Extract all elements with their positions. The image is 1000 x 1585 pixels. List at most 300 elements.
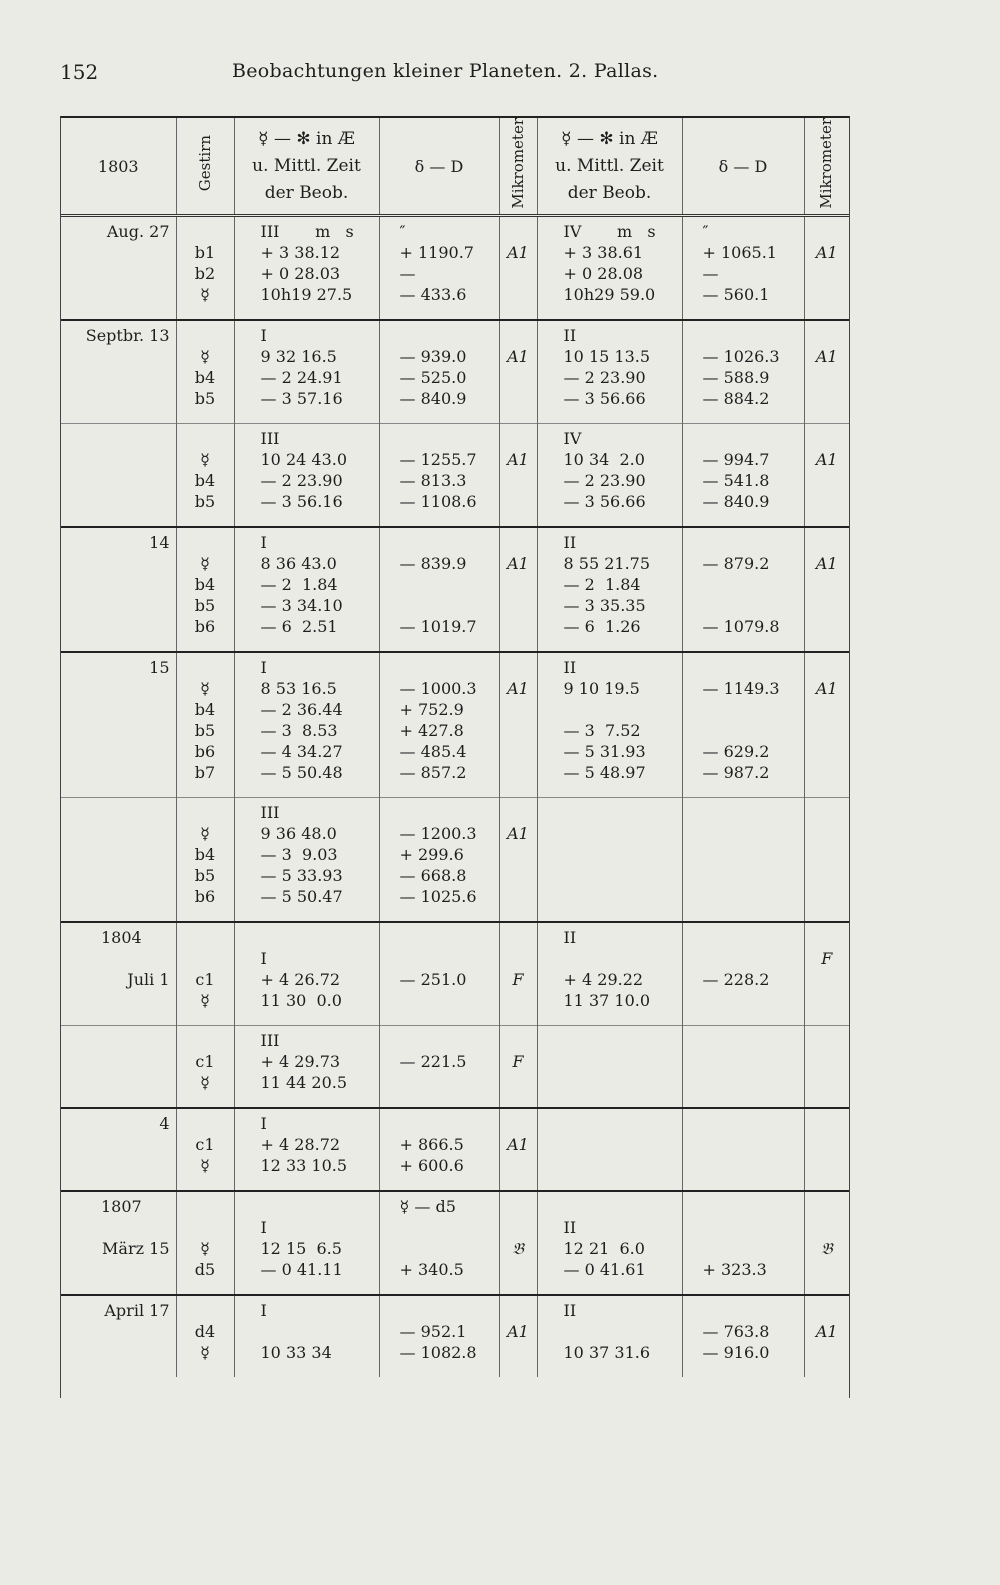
cell-line: 10h29 59.0 xyxy=(563,285,656,304)
cell-line: d5 xyxy=(194,1260,216,1279)
cell-line xyxy=(400,1113,499,1134)
cell-line xyxy=(703,1113,804,1134)
cell-line: I xyxy=(260,949,267,968)
header-diff-left xyxy=(234,118,379,216)
cell-line xyxy=(261,927,379,948)
cell-line: — 668.8 xyxy=(399,866,467,885)
header-mikro-label: Mikrometer xyxy=(508,118,527,209)
cell-line xyxy=(564,844,682,865)
cell-line: — 916.0 xyxy=(702,1343,770,1362)
cell-line: IV m s xyxy=(563,222,656,241)
cell-line: II xyxy=(563,1301,577,1320)
cell-line xyxy=(805,927,850,948)
cell-line: F xyxy=(821,949,833,968)
cell-line xyxy=(400,428,499,449)
cell-line: I xyxy=(260,1301,267,1320)
date-cell xyxy=(61,1026,176,1109)
date-cell xyxy=(61,320,176,424)
table-header-row xyxy=(61,118,849,216)
left-mikro-cell xyxy=(499,320,537,424)
cell-line: II xyxy=(563,928,577,947)
cell-line xyxy=(805,969,850,990)
cell-line: ☿ xyxy=(200,1156,210,1175)
cell-line: — 1025.6 xyxy=(399,887,477,906)
cell-line: IV xyxy=(563,429,582,448)
cell-line xyxy=(500,428,537,449)
header-diff-line: der Beob. xyxy=(264,182,349,203)
left-mikro-cell xyxy=(499,1191,537,1295)
header-diff-line: u. Mittl. Zeit xyxy=(252,155,361,176)
page-number: 152 xyxy=(60,60,99,84)
cell-line xyxy=(703,532,804,553)
cell-line: — 251.0 xyxy=(399,970,467,989)
cell-line: + 4 29.22 xyxy=(563,970,644,989)
cell-line xyxy=(177,927,234,948)
cell-line: F xyxy=(512,970,524,989)
left-time-cell xyxy=(234,424,379,528)
cell-line xyxy=(500,802,537,823)
cell-line: 𝔅 xyxy=(512,1239,524,1258)
right-dd-cell xyxy=(682,216,804,321)
cell-line xyxy=(500,657,537,678)
left-dd-cell xyxy=(379,652,499,798)
cell-line xyxy=(500,948,537,969)
cell-line xyxy=(400,657,499,678)
cell-line xyxy=(703,1300,804,1321)
date-label: 15 xyxy=(149,658,170,677)
cell-line xyxy=(177,325,234,346)
header-diff-right xyxy=(537,118,682,216)
cell-line: ☿ — d5 xyxy=(399,1197,456,1216)
cell-line: 9 32 16.5 xyxy=(260,347,337,366)
cell-line: — 857.2 xyxy=(399,763,467,782)
cell-line: — 1026.3 xyxy=(702,347,780,366)
cell-line: — 0 41.61 xyxy=(563,1260,646,1279)
cell-line: — 560.1 xyxy=(702,285,770,304)
cell-line xyxy=(703,844,804,865)
cell-line: b6 xyxy=(194,617,216,636)
cell-line: + 1065.1 xyxy=(702,243,777,262)
cell-line: + 340.5 xyxy=(399,1260,464,1279)
cell-line: — 3 56.16 xyxy=(260,492,343,511)
cell-line xyxy=(400,1072,499,1093)
cell-line xyxy=(805,574,850,595)
cell-line: I xyxy=(260,326,267,345)
cell-line: b4 xyxy=(194,845,216,864)
cell-line xyxy=(805,367,850,388)
right-time-cell xyxy=(537,1026,682,1109)
cell-line: + 0 28.08 xyxy=(563,264,644,283)
cell-line xyxy=(703,865,804,886)
left-dd-cell xyxy=(379,922,499,1026)
table-body xyxy=(61,216,849,1378)
right-mikro-cell xyxy=(804,652,849,798)
right-time-cell xyxy=(537,1295,682,1377)
cell-line xyxy=(500,741,537,762)
cell-line: 11 44 20.5 xyxy=(260,1073,348,1092)
table-row xyxy=(61,652,849,798)
cell-line: ☿ xyxy=(200,1343,210,1362)
cell-line: ☿ xyxy=(200,824,210,843)
cell-line: — 813.3 xyxy=(399,471,467,490)
header-diff-line: u. Mittl. Zeit xyxy=(555,155,664,176)
cell-line: — 2 24.91 xyxy=(260,368,343,387)
cell-line: b2 xyxy=(194,264,216,283)
cell-line: 10 24 43.0 xyxy=(260,450,348,469)
star-cell xyxy=(176,1191,234,1295)
cell-line: — 879.2 xyxy=(702,554,770,573)
cell-line xyxy=(261,1196,379,1217)
left-mikro-cell xyxy=(499,1108,537,1191)
cell-line: A1 xyxy=(507,679,529,698)
cell-line: — 2 36.44 xyxy=(260,700,343,719)
cell-line xyxy=(805,1030,850,1051)
right-mikro-cell xyxy=(804,922,849,1026)
cell-line xyxy=(805,990,850,1011)
cell-line xyxy=(703,927,804,948)
cell-line: — 1200.3 xyxy=(399,824,477,843)
cell-line: b5 xyxy=(194,389,216,408)
left-time-cell xyxy=(234,652,379,798)
cell-line xyxy=(564,1134,682,1155)
cell-line: 9 36 48.0 xyxy=(260,824,337,843)
cell-line: I xyxy=(260,533,267,552)
cell-line: — 1079.8 xyxy=(702,617,780,636)
cell-line xyxy=(400,948,499,969)
cell-line: — 839.9 xyxy=(399,554,467,573)
cell-line xyxy=(703,595,804,616)
header-star-label: Gestirn xyxy=(195,135,214,192)
cell-line: — 5 50.48 xyxy=(260,763,343,782)
cell-line: — 952.1 xyxy=(399,1322,467,1341)
cell-line: — 588.9 xyxy=(702,368,770,387)
cell-line: + 0 28.03 xyxy=(260,264,341,283)
cell-line xyxy=(564,948,682,969)
cell-line xyxy=(400,595,499,616)
cell-line: III m s xyxy=(260,222,354,241)
right-dd-cell xyxy=(682,798,804,923)
cell-line: — 541.8 xyxy=(702,471,770,490)
cell-line xyxy=(805,699,850,720)
cell-line: F xyxy=(512,1052,524,1071)
cell-line: A1 xyxy=(815,347,838,366)
cell-line: — 433.6 xyxy=(399,285,467,304)
cell-line: I xyxy=(260,1218,267,1237)
cell-line: ☿ xyxy=(200,450,210,469)
date-cell xyxy=(61,652,176,798)
cell-line xyxy=(703,1196,804,1217)
cell-line: b5 xyxy=(194,866,216,885)
cell-line xyxy=(177,948,234,969)
cell-line xyxy=(805,532,850,553)
cell-line: III xyxy=(260,803,280,822)
left-time-cell xyxy=(234,798,379,923)
cell-line: + 866.5 xyxy=(399,1135,464,1154)
cell-line xyxy=(500,844,537,865)
spacer xyxy=(61,1217,170,1238)
cell-line xyxy=(805,1196,850,1217)
cell-line xyxy=(703,574,804,595)
cell-line: ☿ xyxy=(200,1073,210,1092)
star-cell xyxy=(176,216,234,321)
cell-line: 8 53 16.5 xyxy=(260,679,337,698)
cell-line: A1 xyxy=(815,679,838,698)
date-cell xyxy=(61,922,176,1026)
cell-line: — 0 41.11 xyxy=(260,1260,343,1279)
cell-line: — 939.0 xyxy=(399,347,467,366)
observation-table xyxy=(60,116,850,1398)
cell-line: III xyxy=(260,1031,280,1050)
cell-line xyxy=(805,1072,850,1093)
right-mikro-cell xyxy=(804,1026,849,1109)
right-dd-cell xyxy=(682,922,804,1026)
cell-line: b5 xyxy=(194,596,216,615)
cell-line: — 3 9.03 xyxy=(260,845,338,864)
left-dd-cell xyxy=(379,1295,499,1377)
date-label: März 15 xyxy=(102,1239,170,1258)
cell-line xyxy=(177,802,234,823)
cell-line xyxy=(805,470,850,491)
cell-line: d4 xyxy=(194,1322,216,1341)
left-time-cell xyxy=(234,216,379,321)
cell-line: — 3 34.10 xyxy=(260,596,343,615)
table-row xyxy=(61,527,849,652)
cell-line: b7 xyxy=(194,763,216,782)
cell-line xyxy=(177,428,234,449)
cell-line: — 3 56.66 xyxy=(563,389,646,408)
cell-line: — 4 34.27 xyxy=(260,742,343,761)
cell-line: — 228.2 xyxy=(702,970,770,989)
cell-line xyxy=(703,1030,804,1051)
cell-line xyxy=(500,221,537,242)
star-cell xyxy=(176,1108,234,1191)
cell-line: — 5 33.93 xyxy=(260,866,343,885)
cell-line xyxy=(400,574,499,595)
cell-line: b6 xyxy=(194,742,216,761)
right-time-cell xyxy=(537,320,682,424)
cell-line xyxy=(500,1030,537,1051)
cell-line: — 2 23.90 xyxy=(260,471,343,490)
cell-line: ☿ xyxy=(200,1239,210,1258)
cell-line xyxy=(805,762,850,783)
date-label: 4 xyxy=(159,1114,170,1133)
date-cell xyxy=(61,424,176,528)
right-time-cell xyxy=(537,798,682,923)
cell-line: + 3 38.61 xyxy=(563,243,644,262)
cell-line: — 6 1.26 xyxy=(563,617,641,636)
table-row xyxy=(61,320,849,424)
cell-line xyxy=(564,823,682,844)
date-cell xyxy=(61,1108,176,1191)
cell-line: + 752.9 xyxy=(399,700,464,719)
cell-line xyxy=(564,1155,682,1176)
cell-line: + 600.6 xyxy=(399,1156,464,1175)
left-time-cell xyxy=(234,922,379,1026)
date-cell xyxy=(61,1191,176,1295)
cell-line: — 221.5 xyxy=(399,1052,467,1071)
cell-line xyxy=(805,263,850,284)
cell-line xyxy=(703,657,804,678)
cell-line: b4 xyxy=(194,700,216,719)
cell-line: A1 xyxy=(815,243,838,262)
cell-line xyxy=(805,595,850,616)
date-cell xyxy=(61,1295,176,1377)
left-time-cell xyxy=(234,1295,379,1377)
right-mikro-cell xyxy=(804,1295,849,1377)
cell-line: b1 xyxy=(194,243,216,262)
star-cell xyxy=(176,527,234,652)
cell-line: — 3 57.16 xyxy=(260,389,343,408)
cell-line xyxy=(500,1072,537,1093)
cell-line xyxy=(564,1072,682,1093)
right-mikro-cell xyxy=(804,527,849,652)
right-dd-cell xyxy=(682,424,804,528)
cell-line xyxy=(564,865,682,886)
cell-line: — 2 23.90 xyxy=(563,368,646,387)
spacer xyxy=(61,948,170,969)
cell-line xyxy=(400,532,499,553)
cell-line xyxy=(564,886,682,907)
cell-line: b5 xyxy=(194,492,216,511)
cell-line xyxy=(500,886,537,907)
date-label: Aug. 27 xyxy=(106,222,170,241)
table-row xyxy=(61,1026,849,1109)
left-time-cell xyxy=(234,320,379,424)
cell-line xyxy=(703,1072,804,1093)
cell-line xyxy=(703,720,804,741)
left-dd-cell xyxy=(379,424,499,528)
right-dd-cell xyxy=(682,1026,804,1109)
cell-line: 10h19 27.5 xyxy=(260,285,353,304)
cell-line xyxy=(177,221,234,242)
date-cell xyxy=(61,798,176,923)
cell-line xyxy=(400,325,499,346)
cell-line xyxy=(703,699,804,720)
header-mikro-label: Mikrometer xyxy=(817,118,836,209)
cell-line xyxy=(177,532,234,553)
cell-line xyxy=(500,470,537,491)
cell-line xyxy=(400,1030,499,1051)
right-mikro-cell xyxy=(804,216,849,321)
table-row xyxy=(61,424,849,528)
cell-line xyxy=(564,1196,682,1217)
cell-line xyxy=(400,1238,499,1259)
cell-line: 𝔅 xyxy=(820,1239,833,1258)
cell-line xyxy=(564,1321,682,1342)
cell-line: 8 55 21.75 xyxy=(563,554,651,573)
cell-line: ″ xyxy=(399,222,406,241)
date-cell xyxy=(61,216,176,321)
right-dd-cell xyxy=(682,527,804,652)
cell-line xyxy=(805,325,850,346)
header-diff-line: ☿ — ✻ in Æ xyxy=(561,128,658,149)
left-time-cell xyxy=(234,1108,379,1191)
cell-line: ☿ xyxy=(200,554,210,573)
cell-line: A1 xyxy=(507,243,529,262)
cell-line: b4 xyxy=(194,368,216,387)
cell-line xyxy=(400,1217,499,1238)
right-mikro-cell xyxy=(804,1191,849,1295)
left-time-cell xyxy=(234,1026,379,1109)
cell-line xyxy=(703,1238,804,1259)
cell-line xyxy=(805,1155,850,1176)
cell-line xyxy=(805,491,850,512)
cell-line: 12 33 10.5 xyxy=(260,1156,348,1175)
cell-line xyxy=(805,1134,850,1155)
cell-line: b4 xyxy=(194,471,216,490)
cell-line xyxy=(805,1217,850,1238)
cell-line xyxy=(703,1051,804,1072)
cell-line: I xyxy=(260,658,267,677)
cell-line: II xyxy=(563,658,577,677)
cell-line xyxy=(177,1113,234,1134)
cell-line xyxy=(500,367,537,388)
cell-line: 9 10 19.5 xyxy=(563,679,640,698)
cell-line xyxy=(500,1300,537,1321)
cell-line: 11 30 0.0 xyxy=(260,991,342,1010)
cell-line xyxy=(805,657,850,678)
cell-line: — 2 1.84 xyxy=(260,575,338,594)
cell-line: A1 xyxy=(815,554,838,573)
cell-line xyxy=(703,428,804,449)
star-cell xyxy=(176,320,234,424)
cell-line xyxy=(500,720,537,741)
left-mikro-cell xyxy=(499,216,537,321)
cell-line xyxy=(564,802,682,823)
cell-line: c1 xyxy=(195,1052,215,1071)
cell-line: — 5 31.93 xyxy=(563,742,646,761)
cell-line xyxy=(805,221,850,242)
left-mikro-cell xyxy=(499,527,537,652)
cell-line xyxy=(500,1217,537,1238)
cell-line xyxy=(703,802,804,823)
cell-line: A1 xyxy=(507,824,529,843)
cell-line xyxy=(805,886,850,907)
cell-line: A1 xyxy=(507,1322,529,1341)
cell-line: 10 15 13.5 xyxy=(563,347,651,366)
cell-line: — 2 23.90 xyxy=(563,471,646,490)
cell-line: A1 xyxy=(815,1322,838,1341)
cell-line: III xyxy=(260,429,280,448)
cell-line: A1 xyxy=(507,347,529,366)
cell-line xyxy=(500,595,537,616)
cell-line xyxy=(805,1051,850,1072)
cell-line: + 427.8 xyxy=(399,721,464,740)
cell-line xyxy=(805,428,850,449)
cell-line: — 3 8.53 xyxy=(260,721,338,740)
date-label: April 17 xyxy=(104,1301,170,1320)
cell-line: — xyxy=(399,264,416,283)
cell-line: + 4 26.72 xyxy=(260,970,341,989)
cell-line: — 3 56.66 xyxy=(563,492,646,511)
left-dd-cell xyxy=(379,798,499,923)
right-time-cell xyxy=(537,527,682,652)
cell-line: — 525.0 xyxy=(399,368,467,387)
cell-line xyxy=(500,927,537,948)
star-cell xyxy=(176,798,234,923)
cell-line: — 763.8 xyxy=(702,1322,770,1341)
cell-line: ☿ xyxy=(200,285,210,304)
header-star xyxy=(176,118,234,216)
cell-line: + 4 28.72 xyxy=(260,1135,341,1154)
cell-line: — 884.2 xyxy=(702,389,770,408)
cell-line: c1 xyxy=(195,1135,215,1154)
header-dd-left: δ — D xyxy=(379,118,499,216)
cell-line xyxy=(703,325,804,346)
cell-line: — 3 35.35 xyxy=(563,596,646,615)
left-dd-cell xyxy=(379,1191,499,1295)
date-label xyxy=(61,1030,170,1051)
